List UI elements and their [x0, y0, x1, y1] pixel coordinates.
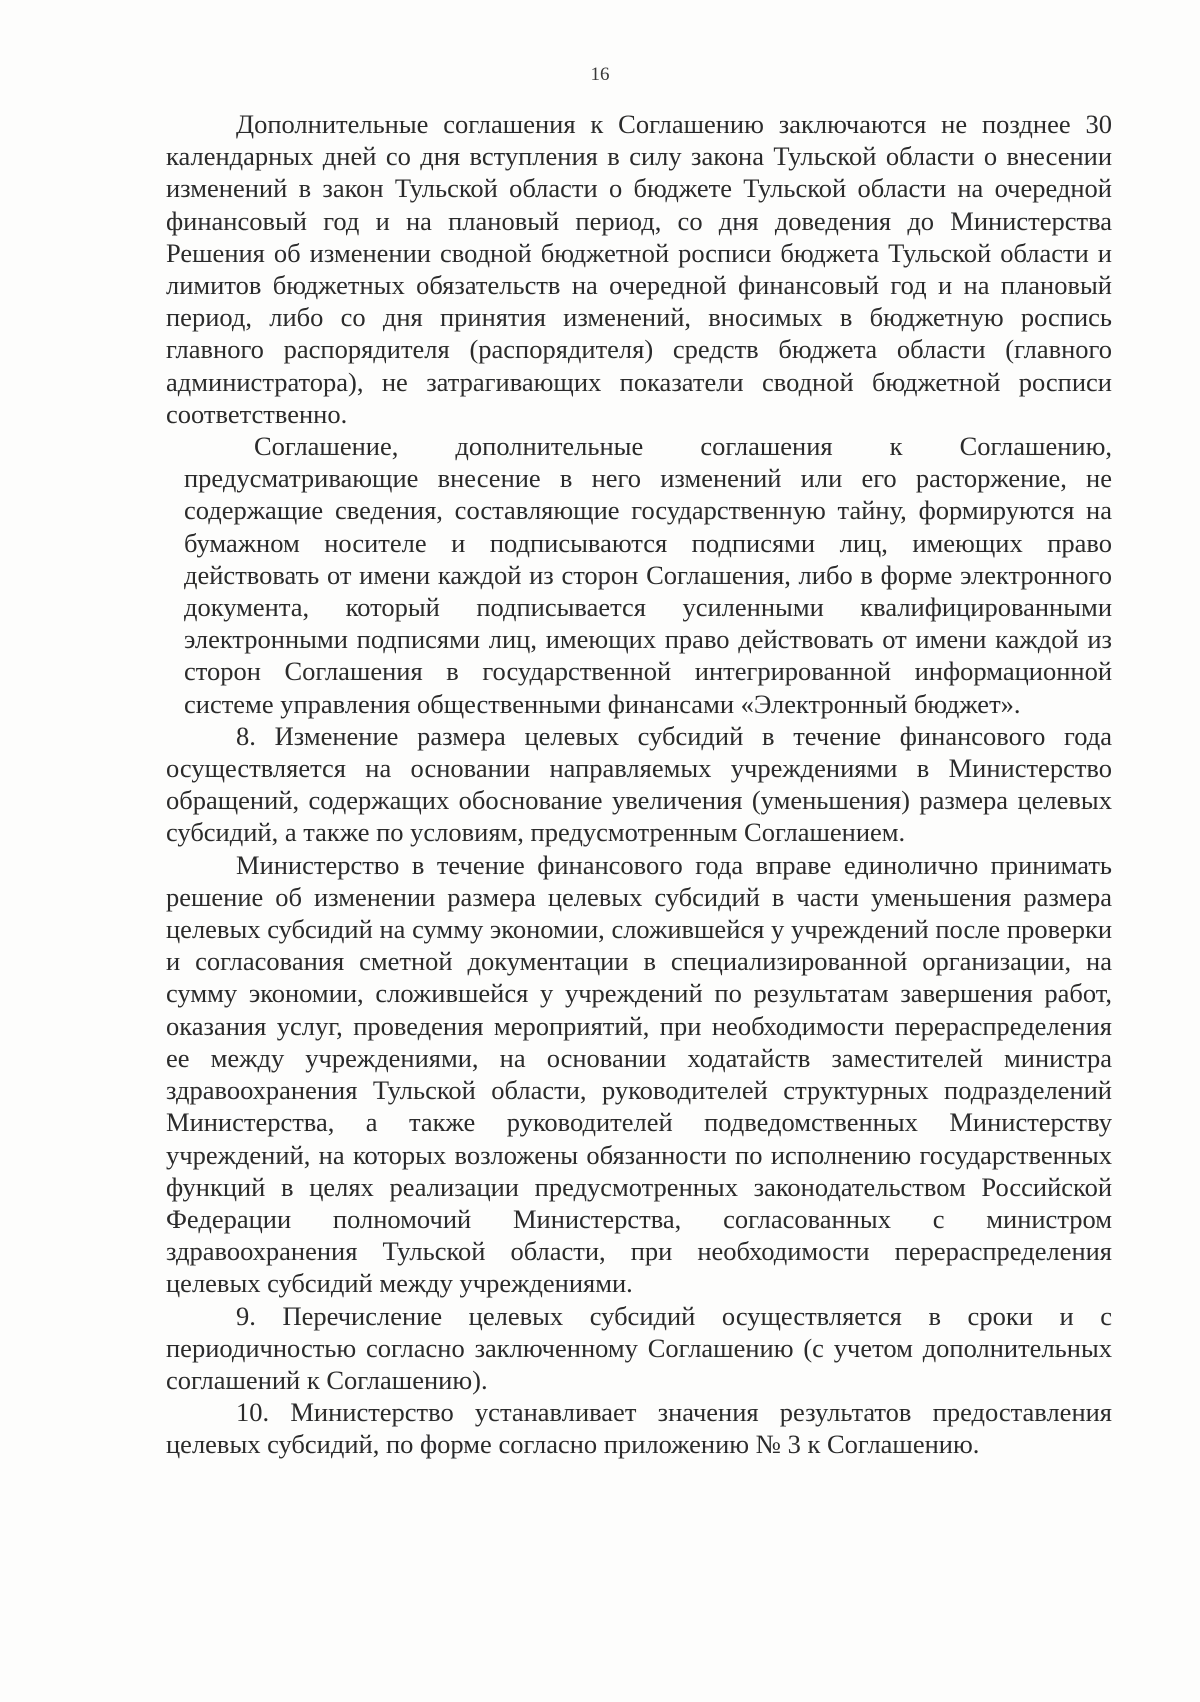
paragraph-agreement-form: Соглашение, дополнительные соглашения к Соглашению, предусматривающие внесение в него изменений или его расторжение, не содержащие сведения, составляющие государственную тайну, формируются на бумажном носителе и подписываются подписями лиц, имеющих право действовать от имени каждой из сторон Соглашения, либо в форме электронного документа, который подписывается усиленными квалифицированными электронными подписями лиц, имеющих право действовать от имени каждой из сторон Соглашения в государственной интегрированной информационной системе управления общественными финансами «Электронный бюджет».: [184, 431, 1112, 719]
paragraph-additional-agreements: Дополнительные соглашения к Соглашению заключаются не позднее 30 календарных дней со дня вступления в силу закона Тульской области о внесении изменений в закон Тульской области о бюджете Тульской области на очередной финансовый год и на плановый период, со дня доведения до Министерства Решения об изменении сводной бюджетной росписи бюджета Тульской области и лимитов бюджетных обязательств на очередной финансовый год и на плановый период, либо со дня принятия изменений, вносимых в бюджетную роспись главного распорядителя (распорядителя) средств бюджета области (главного администратора), не затрагивающих показатели сводной бюджетной росписи соответственно.: [166, 109, 1112, 429]
paragraph-item-9: 9. Перечисление целевых субсидий осуществляется в сроки и с периодичностью согласно заключенному Соглашению (с учетом дополнительных соглашений к Соглашению).: [166, 1300, 1112, 1395]
paragraph-ministry-decision: Министерство в течение финансового года вправе единолично принимать решение об изменении размера целевых субсидий в части уменьшения размера целевых субсидий на сумму экономии, сложившейся у учреждений после проверки и согласования сметной документации в специализированной организации, на сумму экономии, сложившейся у учреждений по результатам завершения работ, оказания услуг, проведения мероприятий, при необходимости перераспределения ее между учреждениями, на основании ходатайств заместителей министра здравоохранения Тульской области, руководителей структурных подразделений Министерства, а также руководителей подведомственных Министерству учреждений, на которых возложены обязанности по исполнению государственных функций в целях реализации предусмотренных законодательством Российской Федерации полномочий Министерства, согласованных с министром здравоохранения Тульской области, при необходимости перераспределения целевых субсидий между учреждениями.: [166, 849, 1112, 1299]
document-body: [166, 108, 1112, 1461]
paragraph-item-8: 8. Изменение размера целевых субсидий в течение финансового года осуществляется на основании направляемых учреждениями в Министерство обращений, содержащих обоснование увеличения (уменьшения) размера целевых субсидий, а также по условиям, предусмотренным Соглашением.: [166, 720, 1112, 848]
page-number: 16: [590, 64, 610, 85]
paragraph-item-10: 10. Министерство устанавливает значения результатов предоставления целевых субсидий, по форме согласно приложению № 3 к Соглашению.: [166, 1397, 1112, 1460]
